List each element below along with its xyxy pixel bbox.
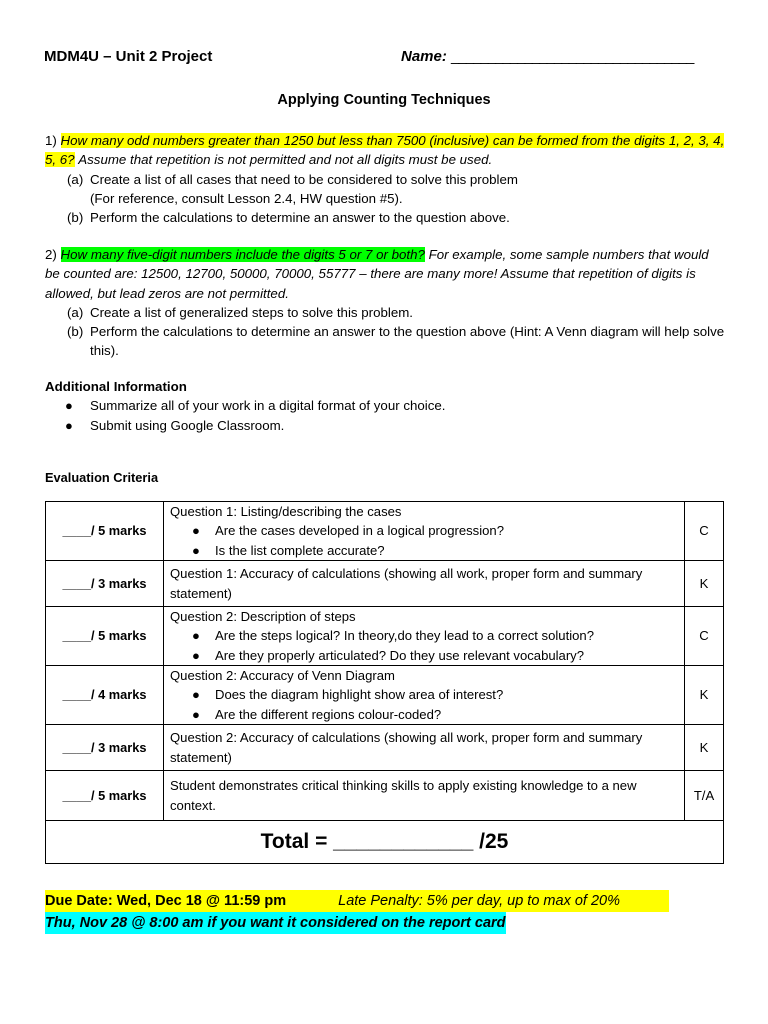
part-label: (a) — [67, 171, 84, 187]
category-cell: T/A — [685, 771, 724, 821]
list-item-text: Submit using Google Classroom. — [90, 417, 285, 433]
criteria-title: Question 2: Accuracy of calculations (showing all work, proper form and summary statement) — [170, 730, 643, 765]
criteria-title: Question 2: Description of steps — [170, 609, 356, 625]
marks-cell: ____/ 3 marks — [46, 561, 164, 607]
criteria-bullet: ● Are the steps logical? In theory,do they lead to a correct solution? — [170, 626, 678, 645]
question-1-prompt — [45, 131, 725, 170]
question-2-note: For example, some sample numbers that would be counted are: 12500, 12700, 50000, 70000, 55777 – there are many more! Assume that repetition of digits is allowed, but lead zeros are not permitted. — [45, 247, 709, 301]
name-label: Name: — [401, 48, 447, 65]
criteria-title: Question 2: Accuracy of Venn Diagram — [170, 668, 395, 684]
marks-cell: ____/ 5 marks — [46, 771, 164, 821]
question-2-part-a — [45, 303, 725, 322]
table-row — [46, 725, 724, 771]
table-row — [46, 502, 724, 561]
criteria-bullet: ● Is the list complete accurate? — [170, 541, 678, 560]
table-row — [46, 771, 724, 821]
question-2-number: 2) — [45, 247, 57, 262]
page-title: Applying Counting Techniques — [277, 92, 491, 108]
part-text: Create a list of all cases that need to be considered to solve this problem — [90, 171, 518, 187]
list-item — [45, 416, 725, 435]
criteria-title: Question 1: Accuracy of calculations (showing all work, proper form and summary statement) — [170, 566, 643, 601]
criteria-bullet: ● Does the diagram highlight show area of interest? — [170, 685, 678, 704]
criteria-cell — [164, 725, 685, 771]
report-card-deadline: Thu, Nov 28 @ 8:00 am if you want it considered on the report card — [45, 912, 506, 934]
part-label: (b) — [67, 324, 84, 340]
question-1-part-b — [45, 208, 725, 227]
total-score: Total = ____________ /25 — [46, 821, 724, 864]
question-2-highlight: How many five-digit numbers include the digits 5 or 7 or both? — [60, 247, 425, 262]
name-blank-line: _________________________________ — [451, 48, 694, 65]
additional-information — [45, 377, 725, 435]
marks-cell: ____/ 5 marks — [46, 607, 164, 666]
bullet-icon: ● — [192, 542, 200, 558]
part-text: Perform the calculations to determine an answer to the question above (Hint: A Venn diagram will help solve this). — [90, 324, 725, 359]
marks-cell: ____/ 5 marks — [46, 502, 164, 561]
category-cell: C — [685, 607, 724, 666]
due-date-block — [45, 890, 669, 934]
question-1-part-a — [45, 170, 725, 209]
late-penalty: Late Penalty: 5% per day, up to max of 20% — [338, 893, 620, 909]
category-cell: C — [685, 502, 724, 561]
bullet-icon: ● — [192, 706, 200, 722]
marks-cell: ____/ 3 marks — [46, 725, 164, 771]
bullet-icon: ● — [192, 628, 200, 644]
criteria-cell — [164, 502, 685, 561]
criteria-cell — [164, 607, 685, 666]
question-1-highlight: How many odd numbers greater than 1250 but less than 7500 (inclusive) can be formed from the digits 1, 2, 3, 4, 5, 6? — [45, 133, 725, 168]
due-date-line — [45, 890, 669, 912]
part-text: Perform the calculations to determine an answer to the question above. — [90, 210, 510, 226]
criteria-cell — [164, 771, 685, 821]
bullet-icon: ● — [192, 523, 200, 539]
part-label: (b) — [67, 210, 84, 226]
part-label: (a) — [67, 304, 84, 320]
list-item — [45, 396, 725, 415]
question-2-prompt — [45, 245, 725, 303]
question-1-number: 1) — [45, 133, 57, 148]
bullet-icon: ● — [192, 647, 200, 663]
evaluation-table — [45, 501, 724, 864]
name-field — [401, 48, 693, 65]
question-1-note: Assume that repetition is not permitted and not all digits must be used. — [78, 152, 493, 168]
category-cell: K — [685, 666, 724, 725]
table-row — [46, 561, 724, 607]
criteria-title: Student demonstrates critical thinking skills to apply existing knowledge to a new context. — [170, 778, 637, 813]
question-1 — [45, 131, 725, 227]
criteria-title: Question 1: Listing/describing the cases — [170, 504, 402, 520]
question-2 — [45, 245, 725, 361]
bullet-icon: ● — [192, 687, 200, 703]
criteria-cell — [164, 561, 685, 607]
criteria-bullet: ● Are the cases developed in a logical progression? — [170, 521, 678, 540]
category-cell: K — [685, 561, 724, 607]
part-text: Create a list of generalized steps to solve this problem. — [90, 304, 413, 320]
list-item-text: Summarize all of your work in a digital format of your choice. — [90, 398, 446, 414]
table-row — [46, 666, 724, 725]
bullet-icon: ● — [65, 398, 73, 414]
criteria-bullet: ● Are the different regions colour-coded? — [170, 705, 678, 724]
question-2-part-b — [45, 322, 725, 361]
additional-heading: Additional Information — [45, 379, 187, 394]
due-date: Due Date: Wed, Dec 18 @ 11:59 pm — [45, 893, 287, 909]
category-cell: K — [685, 725, 724, 771]
total-row — [46, 821, 724, 864]
part-reference: (For reference, consult Lesson 2.4, HW question #5). — [90, 190, 403, 206]
marks-cell: ____/ 4 marks — [46, 666, 164, 725]
bullet-icon: ● — [65, 417, 73, 433]
evaluation-heading: Evaluation Criteria — [45, 470, 159, 485]
criteria-bullet: ● Are they properly articulated? Do they use relevant vocabulary? — [170, 646, 678, 665]
course-title: MDM4U – Unit 2 Project — [44, 48, 213, 65]
table-row — [46, 607, 724, 666]
criteria-cell — [164, 666, 685, 725]
